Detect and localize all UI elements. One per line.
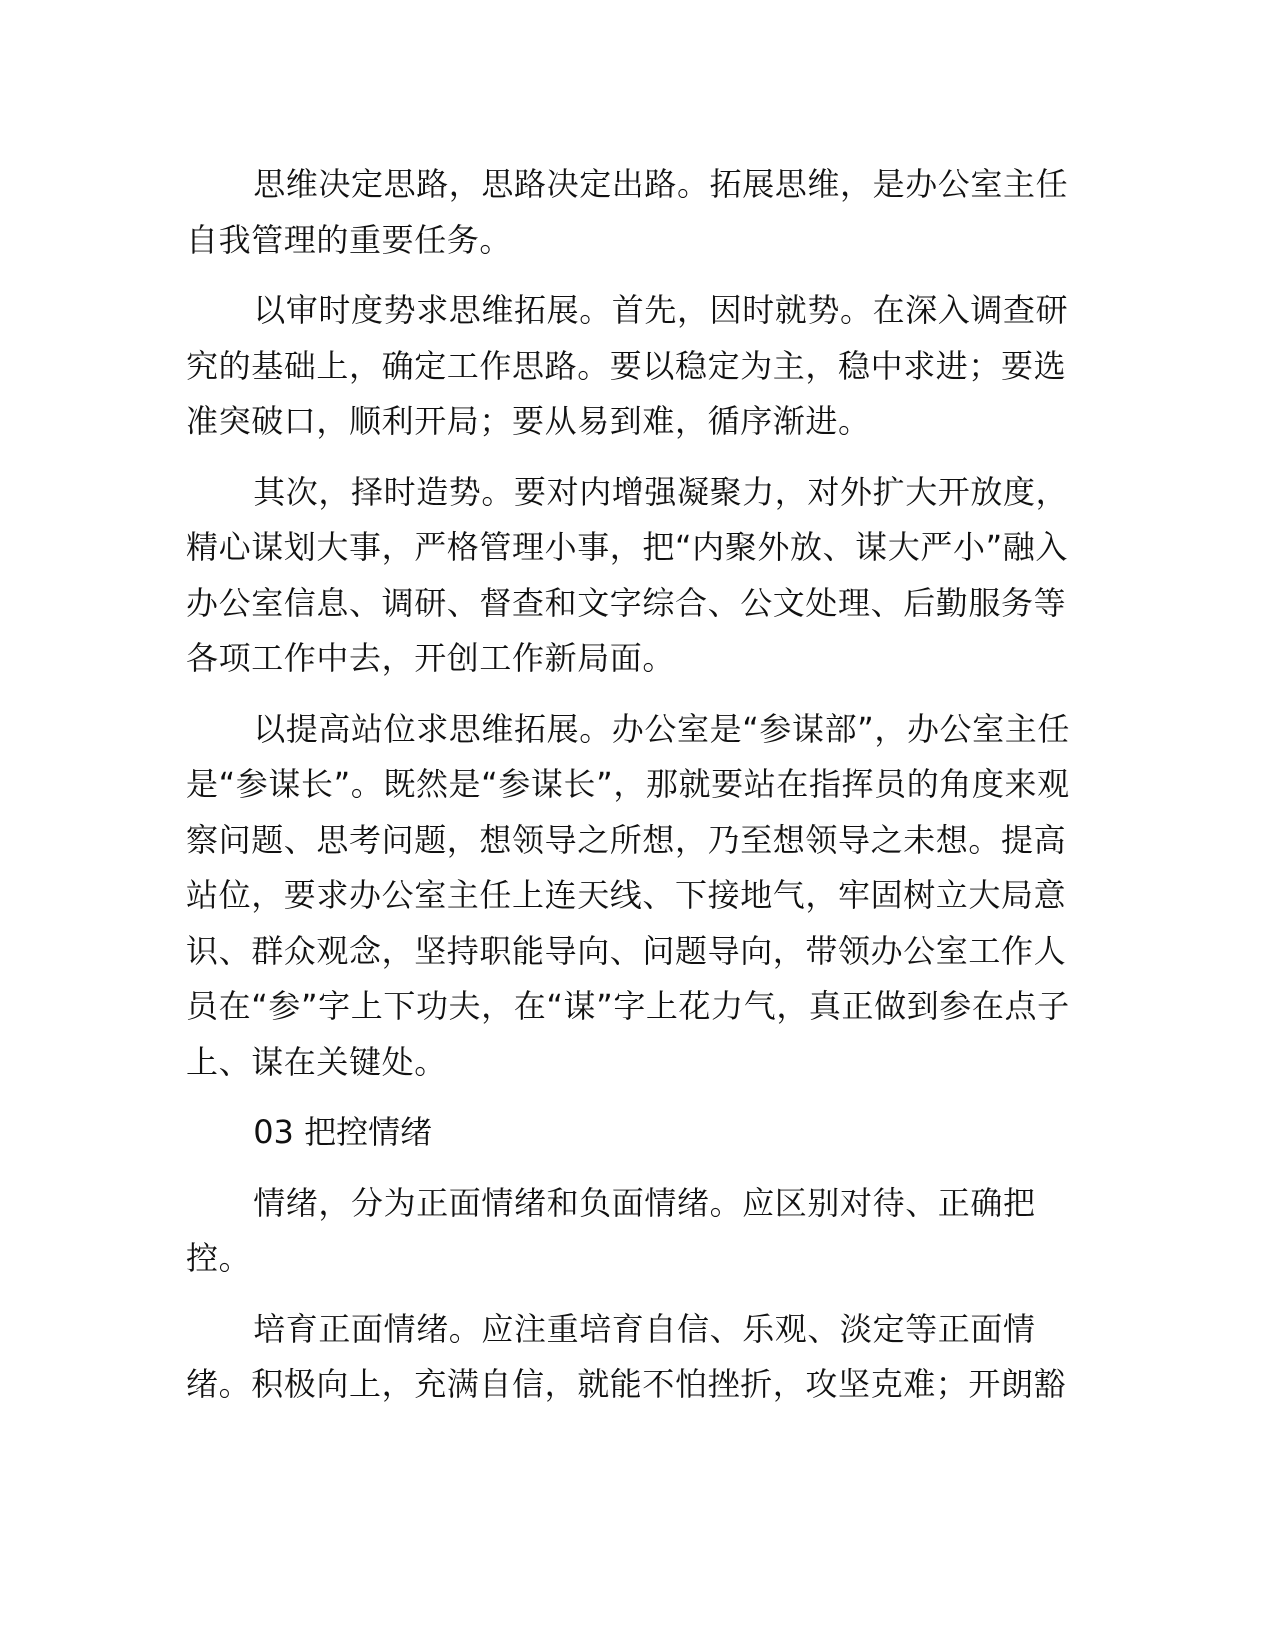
paragraph-text: 思维决定思路，思路决定出路。拓展思维，是办公室主任自我管理的重要任务。 <box>186 165 1069 259</box>
paragraph-lead: 以提高站位求思维拓展。 <box>253 709 612 748</box>
paragraph-text: 在深入调查研究的基础上，确定工作思路。要以稳定为主，稳中求进；要选准突破口，顺利开局；要从易到难，循序渐进。 <box>186 291 1069 440</box>
paragraph-shenshi <box>186 283 1084 450</box>
section-heading-text: 03 把控情绪 <box>253 1113 433 1151</box>
paragraph-text: 情绪，分为正面情绪和负面情绪。应区别对待、正确把控。 <box>186 1183 1036 1277</box>
paragraph-text: 办公室是“参谋部”，办公室主任是“参谋长”。既然是“参谋长”，那就要站在指挥员的角度来观察问题、思考问题，想领导之所想，乃至想领导之未想。提高站位，要求办公室主任上连天线、下接地气，牢固树立大局意识、群众观念，坚持职能导向、问题导向，带领办公室工作人员在“参”字上下功夫，在“谋”字上花力气，真正做到参在点子上、谋在关键处。 <box>186 709 1070 1081</box>
paragraph-text: 其次，择时造势。要对内增强凝聚力，对外扩大开放度，精心谋划大事，严格管理小事，把“内聚外放、谋大严小”融入办公室信息、调研、督查和文字综合、公文处理、后勤服务等各项工作中去，开创工作新局面。 <box>186 472 1069 677</box>
paragraph-zeshi <box>186 465 1084 687</box>
paragraph-zhengmian <box>186 1302 1084 1413</box>
paragraph-qingxu <box>186 1176 1084 1287</box>
paragraph-text: 培育正面情绪。应注重培育自信、乐观、淡定等正面情绪。积极向上，充满自信，就能不怕挫折，攻坚克难；开朗豁 <box>186 1309 1067 1403</box>
section-heading <box>186 1105 1084 1161</box>
paragraph-lead: 以审时度势求思维拓展。首先，因时就势。 <box>253 291 873 329</box>
paragraph-zhanwei <box>186 702 1084 1091</box>
paragraph-intro <box>186 157 1084 268</box>
document-body <box>186 157 1084 1428</box>
